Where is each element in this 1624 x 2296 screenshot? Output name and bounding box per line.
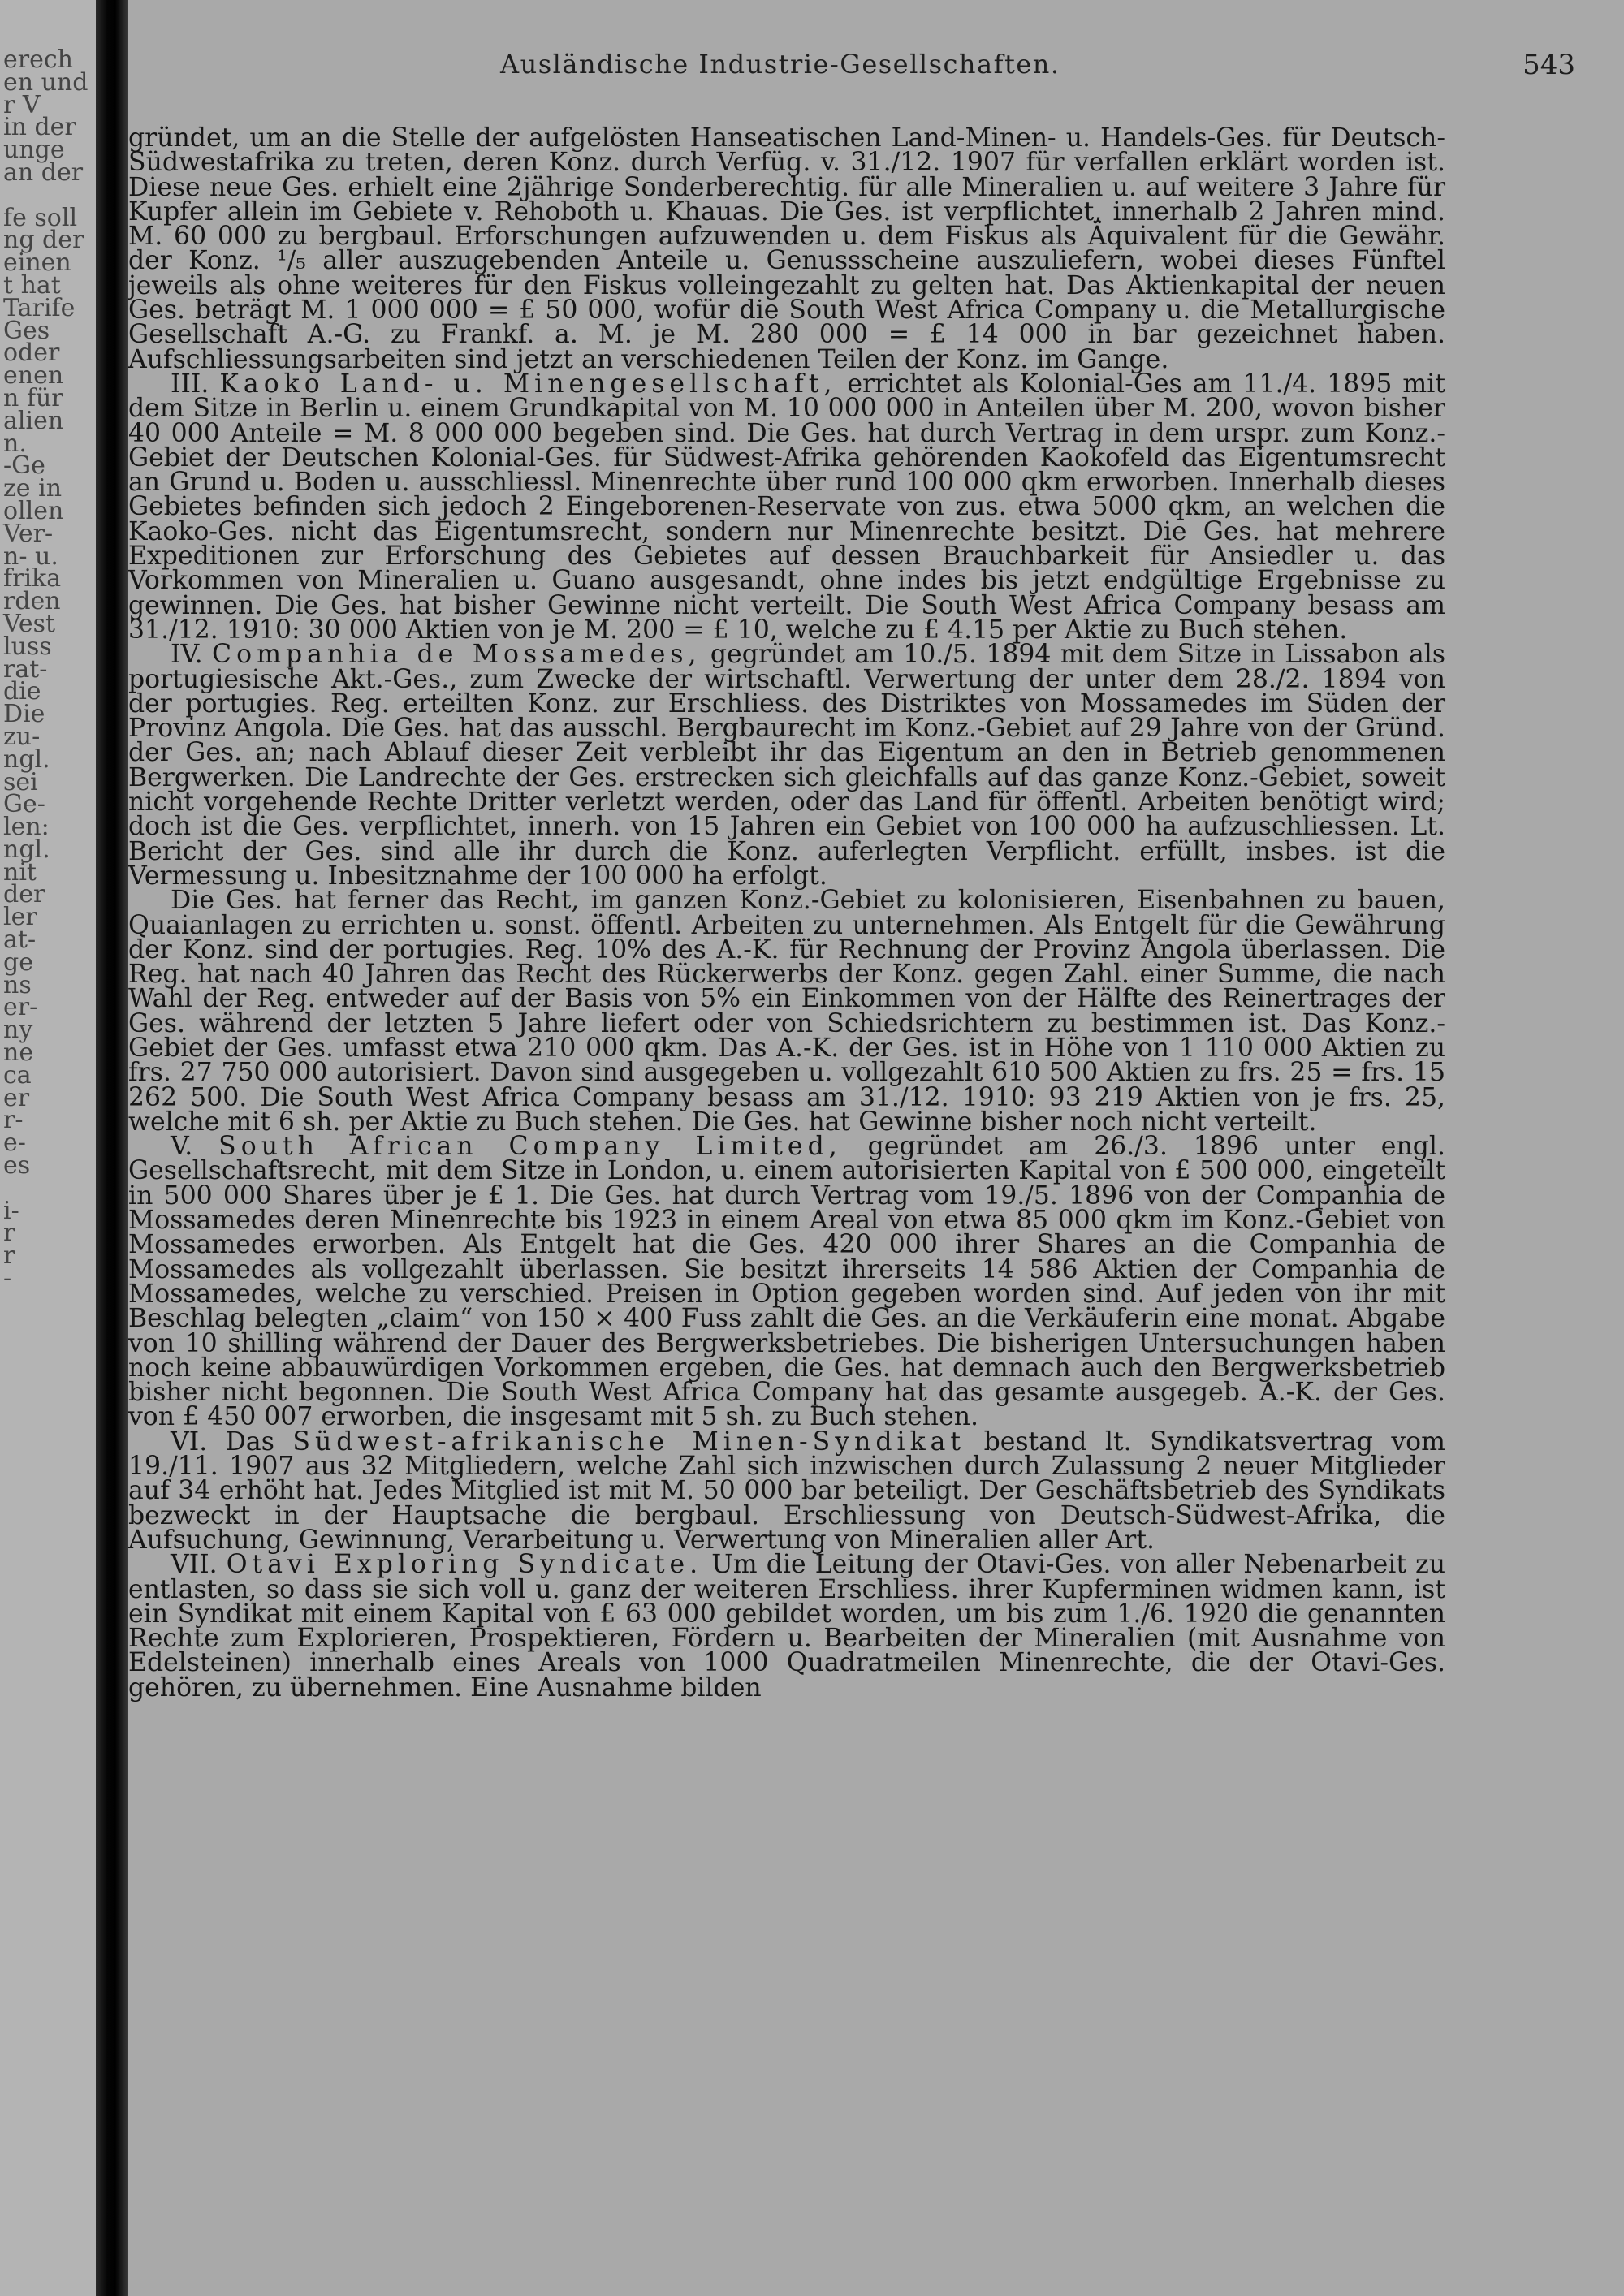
- book-gutter: [96, 0, 128, 2296]
- paragraph-text: gegründet am 26./3. 1896 unter engl. Gesellschaftsrecht, mit dem Sitze in London, u. einem autorisierten Kapital von £ 500 000, eingeteilt in 500 000 Shares über je £ 1. Die Ges. hat durch Vertrag vom 19./5. 1896 von der Companhia de Mossamedes deren Minenrechte bis 1923 in einem Areal von etwa 85 000 qkm im Konz.-Gebiet von Mossamedes erworben. Als Entgelt hat die Ges. 420 000 ihrer Shares an die Companhia de Mossamedes als vollgezahlt überlassen. Sie besitzt ihrerseits 14 586 Aktien der Companhia de Mossamedes, welche zu verschied. Preisen in Option gegeben worden sind. Auf jeden von ihr mit Beschlag belegten „claim“ von 150 × 400 Fuss zahlt die Ges. an die Verkäuferin eine monat. Abgabe von 10 shilling während der Dauer des Bergwerksbetriebes. Die bisherigen Untersuchungen haben noch keine abbauwürdigen Vorkommen ergeben, die Ges. hat demnach auch den Bergwerksbetrieb bisher nicht begonnen. Die South West Africa Company hat das gesamte ausgegeb. A.-K. der Ges. von £ 450 007 erworben, die insgesamt mit 5 sh. zu Buch stehen.: [128, 1132, 1445, 1432]
- adjacent-page-text: erech en und r V in der unge an der fe soll ng der einen t hat Tarife Ges oder enen n für alien n. -Ge ze in ollen Ver- n- u. frika rden Vest luss rat- die Die zu- ngl. sei Ge- len: ngl. nit der ler at- ge ns er- ny ne ca er r- e- es i- r r -: [3, 45, 89, 1293]
- paragraph-mossamedes-rights: Die Ges. hat ferner das Recht, im ganzen Konz.-Gebiet zu kolonisieren, Eisenbahnen zu bauen, Quaianlagen zu errichten u. sonst. öffentl. Arbeiten zu unternehmen. Als Entgelt für die Gewährung der Konz. sind der portugies. Reg. 10% des A.-K. für Rechnung der Provinz Angola überlassen. Die Reg. hat nach 40 Jahren das Recht des Rückerwerbs der Konz. gegen Zahl. einer Summe, die nach Wahl der Reg. entweder auf der Basis von 5% ein Einkommen von der Hälfte des Reinertrages der Ges. während der letzten 5 Jahre liefert oder von Schiedsrichtern zu bestimmen ist. Das Konz.-Gebiet der Ges. umfasst etwa 210 000 qkm. Das A.-K. der Ges. ist in Höhe von 1 110 000 Aktien zu frs. 27 750 000 autorisiert. Davon sind ausgegeben u. vollgezahlt 610 500 Aktien zu frs. 25 = frs. 15 262 500. Die South West Africa Company besass am 31./12. 1910: 93 219 Aktien von je frs. 25, welche mit 6 sh. per Aktie zu Buch stehen. Die Ges. hat Gewinne bisher noch nicht verteilt.: [128, 886, 1445, 1137]
- paragraph-text: gegründet am 10./5. 1894 mit dem Sitze in Lissabon als portugiesische Akt.-Ges., zum Zwecke der wirtschaftl. Verwertung der unter dem 28./2. 1894 von der portugies. Reg. erteilten Konz. zur Erschliess. des Distriktes von Mossamedes im Süden der Provinz Angola. Die Ges. hat das ausschl. Bergbaurecht im Konz.-Gebiet auf 29 Jahre von der Gründ. der Ges. an; nach Ablauf dieser Zeit verbleibt ihr das Eigentum an den in Betrieb genommenen Bergwerken. Die Landrechte der Ges. erstrecken sich gleichfalls auf das ganze Konz.-Gebiet, soweit nicht vorgehende Rechte Dritter verletzt werden, oder das Land für öffentl. Arbeiten benötigt wird; doch ist die Ges. verpflichtet, innerh. von 15 Jahren ein Gebiet von 100 000 ha aufzuschliessen. Lt. Bericht der Ges. sind alle ihr durch die Konz. auferlegten Verpflicht. erfüllt, insbes. ist die Vermessung u. Inbesitznahme der 100 000 ha erfolgt.: [128, 640, 1446, 891]
- company-name: South African Company Limited,: [218, 1132, 842, 1162]
- company-name: Südwest-afrikanische Minen-Syndikat: [292, 1426, 966, 1457]
- company-name: Kaoko Land- u. Minengesellschaft,: [219, 369, 837, 399]
- company-name: Otavi Exploring Syndicate.: [226, 1550, 703, 1580]
- paragraph-text: errichtet als Kolonial-Ges am 11./4. 1895 mit dem Sitze in Berlin u. einem Grundkapital von M. 10 000 000 in Anteilen über M. 200, wovon bisher 40 000 Anteile = M. 8 000 000 begeben sind. Die Ges. hat durch Vertrag in dem urspr. zum Konz.-Gebiet der Deutschen Kolonial-Ges. für Südwest-Afrika gehörenden Kaokofeld das Eigentumsrecht an Grund u. Boden u. ausschliessl. Minenrechte über rund 100 000 qkm erworben. Innerhalb dieses Gebietes befinden sich jedoch 2 Eingeborenen-Reservate von zus. etwa 5000 qkm, an welchen die Kaoko-Ges. nicht das Eigentumsrecht, sondern nur Minenrechte besitzt. Die Ges. hat mehrere Expeditionen zur Erforschung des Gebietes auf dessen Brauchbarkeit für Ansiedler u. das Vorkommen von Mineralien u. Guano ausgesandt, ohne indes bis jetzt endgültige Ergebnisse zu gewinnen. Die Ges. hat bisher Gewinne nicht verteilt. Die South West Africa Company besass am 31./12. 1910: 30 000 Aktien von je M. 200 = £ 10, welche zu £ 4.15 per Aktie zu Buch stehen.: [128, 369, 1445, 645]
- section-number: VI. Das: [171, 1426, 293, 1457]
- paragraph-south-african: [128, 1134, 1445, 1430]
- section-number: IV.: [171, 640, 213, 670]
- paragraph-syndikat: [128, 1426, 1445, 1555]
- section-number: VII.: [171, 1550, 227, 1580]
- section-number: III.: [171, 369, 220, 399]
- section-number: V.: [171, 1132, 219, 1162]
- paragraph-kaoko: [128, 369, 1445, 645]
- document-page: [128, 0, 1624, 2296]
- page-header: [128, 49, 1575, 81]
- paragraph-text: bestand lt. Syndikatsvertrag vom 19./11. 1907 aus 32 Mitgliedern, welche Zahl sich inzwischen durch Zulassung 2 neuer Mitglieder auf 34 erhöht hat. Jedes Mitglied ist mit M. 50 000 bar beteiligt. Der Geschäftsbetrieb des Syndikats bezweckt in der Hauptsache die bergbaul. Erschliessung von Deutsch-Südwest-Afrika, die Aufsuchung, Gewinnung, Verarbeitung u. Verwertung von Mineralien aller Art.: [128, 1426, 1445, 1555]
- body-text: [128, 123, 1446, 1703]
- paragraph-otavi: [128, 1550, 1445, 1703]
- paragraph-text: Um die Leitung der Otavi-Ges. von aller Nebenarbeit zu entlasten, so dass sie sich voll u. ganz der weiteren Erschliess. ihrer Kupferminen widmen kann, ist ein Syndikat mit einem Kapital von £ 63 000 gebildet worden, um bis zum 1./6. 1920 die genannten Rechte zum Explorieren, Prospektieren, Fördern u. Bearbeiten der Mineralien (mit Ausnahme von Edelsteinen) innerhalb eines Areals von 1000 Quadratmeilen Minenrechte, die der Otavi-Ges. gehören, zu übernehmen. Eine Ausnahme bilden: [128, 1550, 1445, 1703]
- adjacent-page-strip: [0, 0, 96, 2296]
- paragraph-mossamedes: [128, 640, 1446, 891]
- company-name: Companhia de Mossamedes,: [212, 640, 702, 670]
- page-number: 543: [1522, 49, 1575, 81]
- running-head: Ausländische Industrie-Gesellschaften.: [500, 49, 1060, 80]
- paragraph-continued: gründet, um an die Stelle der aufgelösten Hanseatischen Land-Minen- u. Handels-Ges. für Deutsch-Südwestafrika zu treten, deren Konz. durch Verfüg. v. 31./12. 1907 für verfallen erklärt worden ist. Diese neue Ges. erhielt eine 2jährige Sonderberechtig. für alle Mineralien u. auf weitere 3 Jahre für Kupfer allein im Gebiete v. Rehoboth u. Khauas. Die Ges. ist verpflichtet, innerhalb 2 Jahren mind. M. 60 000 zu bergbaul. Erforschungen aufzuwenden u. dem Fiskus als Äquivalent für die Gewähr. der Konz. ¹/₅ aller auszugebenden Anteile u. Genussscheine auszuliefern, wobei dieses Fünftel jeweils als ohne weiteres für den Fiskus volleingezahlt zu gelten hat. Das Aktienkapital der neuen Ges. beträgt M. 1 000 000 = £ 50 000, wofür die South West Africa Company u. die Metallurgische Gesellschaft A.-G. zu Frankf. a. M. je M. 280 000 = £ 14 000 in bar gezeichnet haben. Aufschliessungsarbeiten sind jetzt an verschiedenen Teilen der Konz. im Gange.: [128, 123, 1445, 374]
